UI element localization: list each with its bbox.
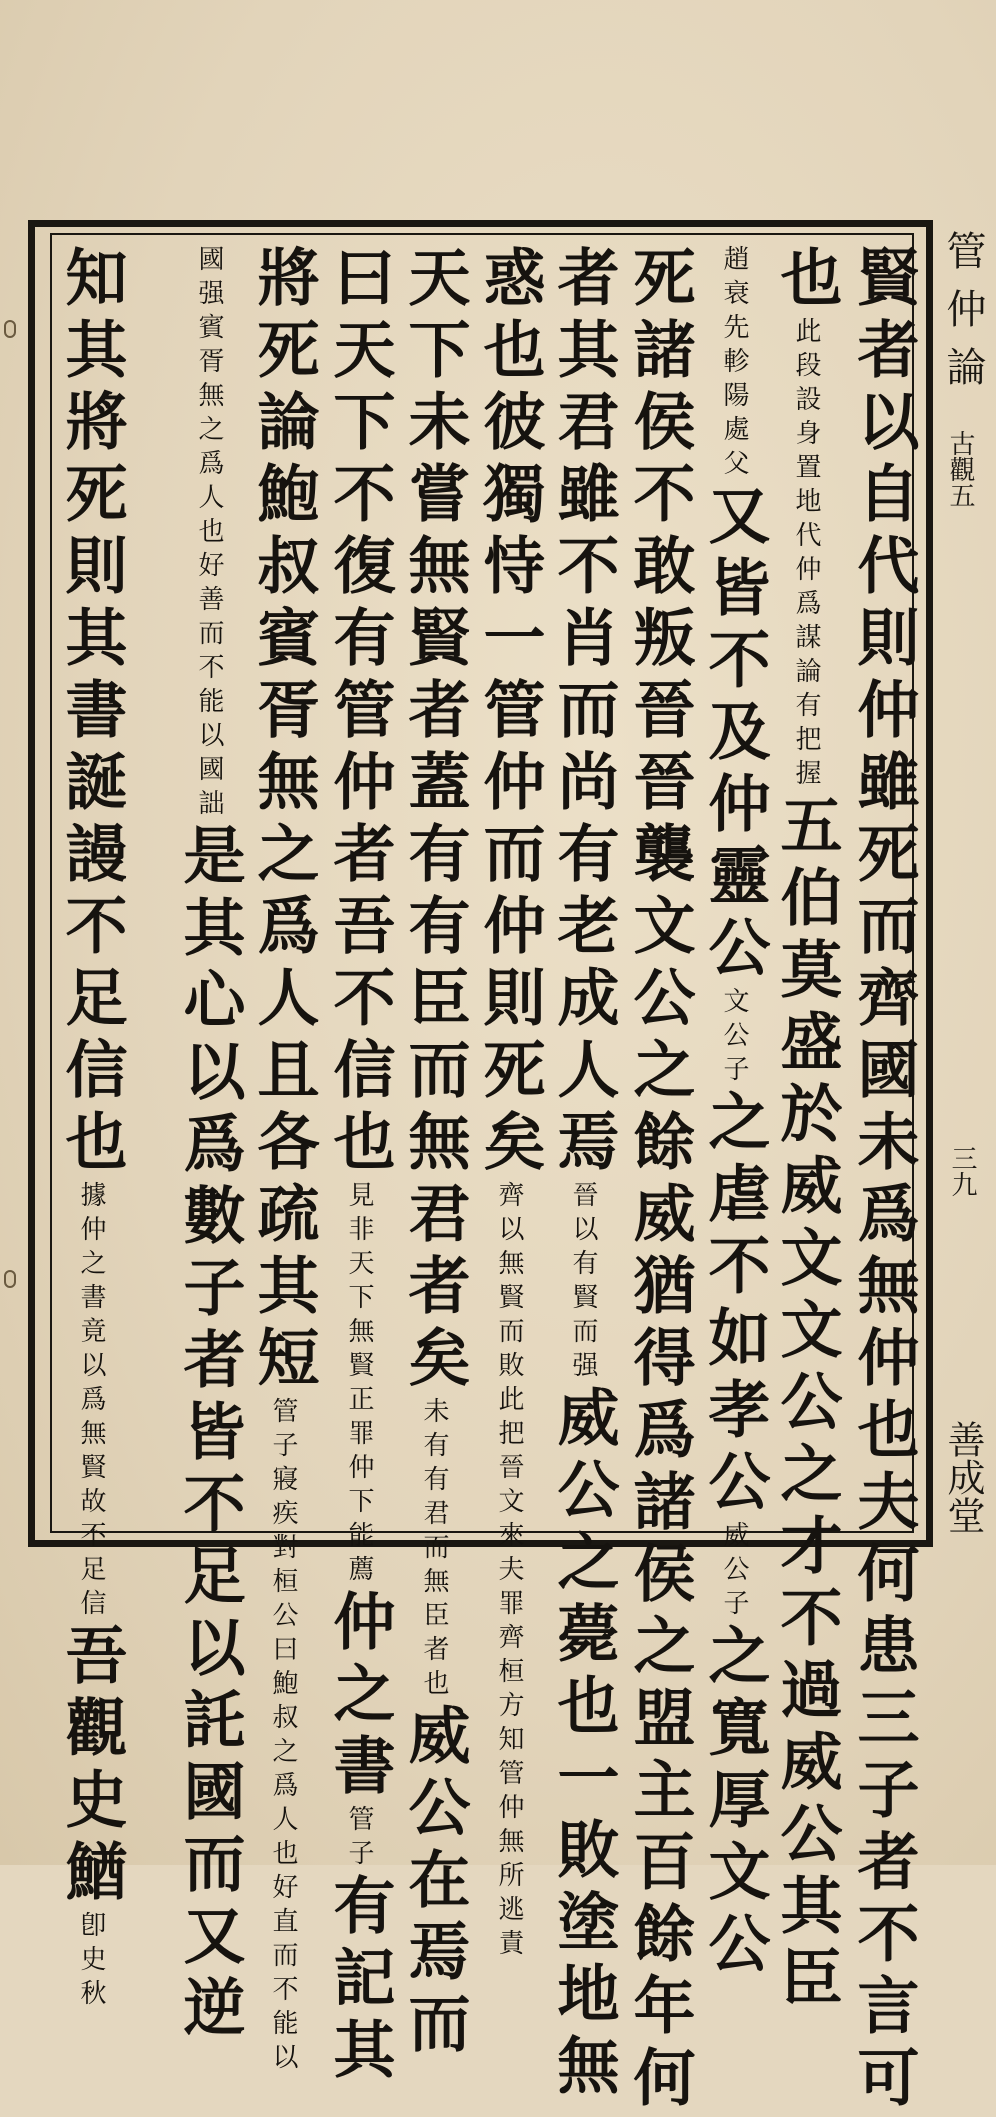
- text-column-8: [323, 245, 396, 2089]
- column-main-text: 者其君雖不肖而尚有老成人焉: [547, 245, 620, 1181]
- column-main-text: 惑也彼獨恃一管仲而仲則死矣: [473, 245, 546, 1181]
- binding-mark: [4, 1270, 16, 1288]
- column-main-text: 五伯莫盛於威文文公之才不過威公其臣: [770, 793, 843, 2017]
- column-annotation: 未有有君而無臣者也: [419, 1397, 449, 1703]
- column-main-text: 賢者以自代則仲雖死而齊國未爲無仲也夫何患三子者不言可: [847, 245, 920, 2117]
- publisher-mark: 善成堂: [941, 1420, 985, 1534]
- text-column-2: [770, 245, 843, 2017]
- page-title: 管仲論: [940, 230, 986, 404]
- page-number: 三九: [947, 1145, 977, 1197]
- text-column-5: [547, 245, 620, 2105]
- column-main-text: 之寬厚文公: [698, 1623, 771, 1983]
- column-main-text: 仲之書: [323, 1589, 396, 1805]
- column-annotation: 文公子: [719, 987, 749, 1089]
- text-column-1: [847, 245, 920, 2117]
- column-main-text: 是其心以爲數子者皆不足以託國而又逆: [173, 823, 246, 2047]
- column-annotation: 據仲之書竟以爲無賢故不足信: [76, 1181, 106, 1623]
- column-main-text: 又皆不及仲靈公: [698, 483, 771, 987]
- text-column-4: [623, 245, 696, 2117]
- binding-mark: [4, 320, 16, 338]
- text-column-3: [698, 245, 771, 1983]
- column-annotation: 卽史秋: [76, 1911, 106, 2013]
- column-annotation: 晉以有賢而强: [568, 1181, 598, 1385]
- column-main-text: 有記其: [323, 1873, 396, 2089]
- column-main-text: 吾觀史鰌: [55, 1623, 128, 1911]
- column-annotation: 國强賓胥無之爲人也好善而不能以國詘: [194, 245, 224, 823]
- text-column-9: [247, 245, 320, 2077]
- column-annotation: 見非天下無賢正罪仲下能薦: [344, 1181, 374, 1589]
- column-annotation: 趙衰先軫陽處父: [719, 245, 749, 483]
- column-main-text: 將死論鮑叔賓胥無之爲人且各疏其短: [247, 245, 320, 1397]
- column-annotation: 管子: [344, 1805, 374, 1873]
- column-annotation: 威公子: [719, 1521, 749, 1623]
- text-column-10: [173, 245, 246, 2047]
- section-label: 古觀五: [945, 430, 975, 508]
- column-main-text: 天下未嘗無賢者蓋有有臣而無君者矣: [398, 245, 471, 1397]
- column-annotation: 此段設身置地代仲爲謀論有把握: [791, 317, 821, 793]
- text-column-11: [55, 245, 128, 2013]
- text-column-6: [473, 245, 546, 1963]
- column-main-text: 之虐不如孝公: [698, 1089, 771, 1521]
- column-annotation: 齊以無賢而敗此把晉文來夫罪齊桓方知管仲無所逃責: [494, 1181, 524, 1963]
- column-annotation: 管子寢疾對桓公曰鮑叔之爲人也好直而不能以: [268, 1397, 298, 2077]
- column-main-text: 死諸侯不敢叛晉晉襲文公之餘威猶得爲諸侯之盟主百餘年何: [623, 245, 696, 2117]
- column-main-text: 威公在焉而: [398, 1703, 471, 2063]
- column-main-text: 也: [770, 245, 843, 317]
- column-main-text: 威公之薨也一敗塗地無: [547, 1385, 620, 2105]
- column-main-text: 知其將死則其書誕謾不足信也: [55, 245, 128, 1181]
- text-column-7: [398, 245, 471, 2063]
- column-main-text: 曰天下不復有管仲者吾不信也: [323, 245, 396, 1181]
